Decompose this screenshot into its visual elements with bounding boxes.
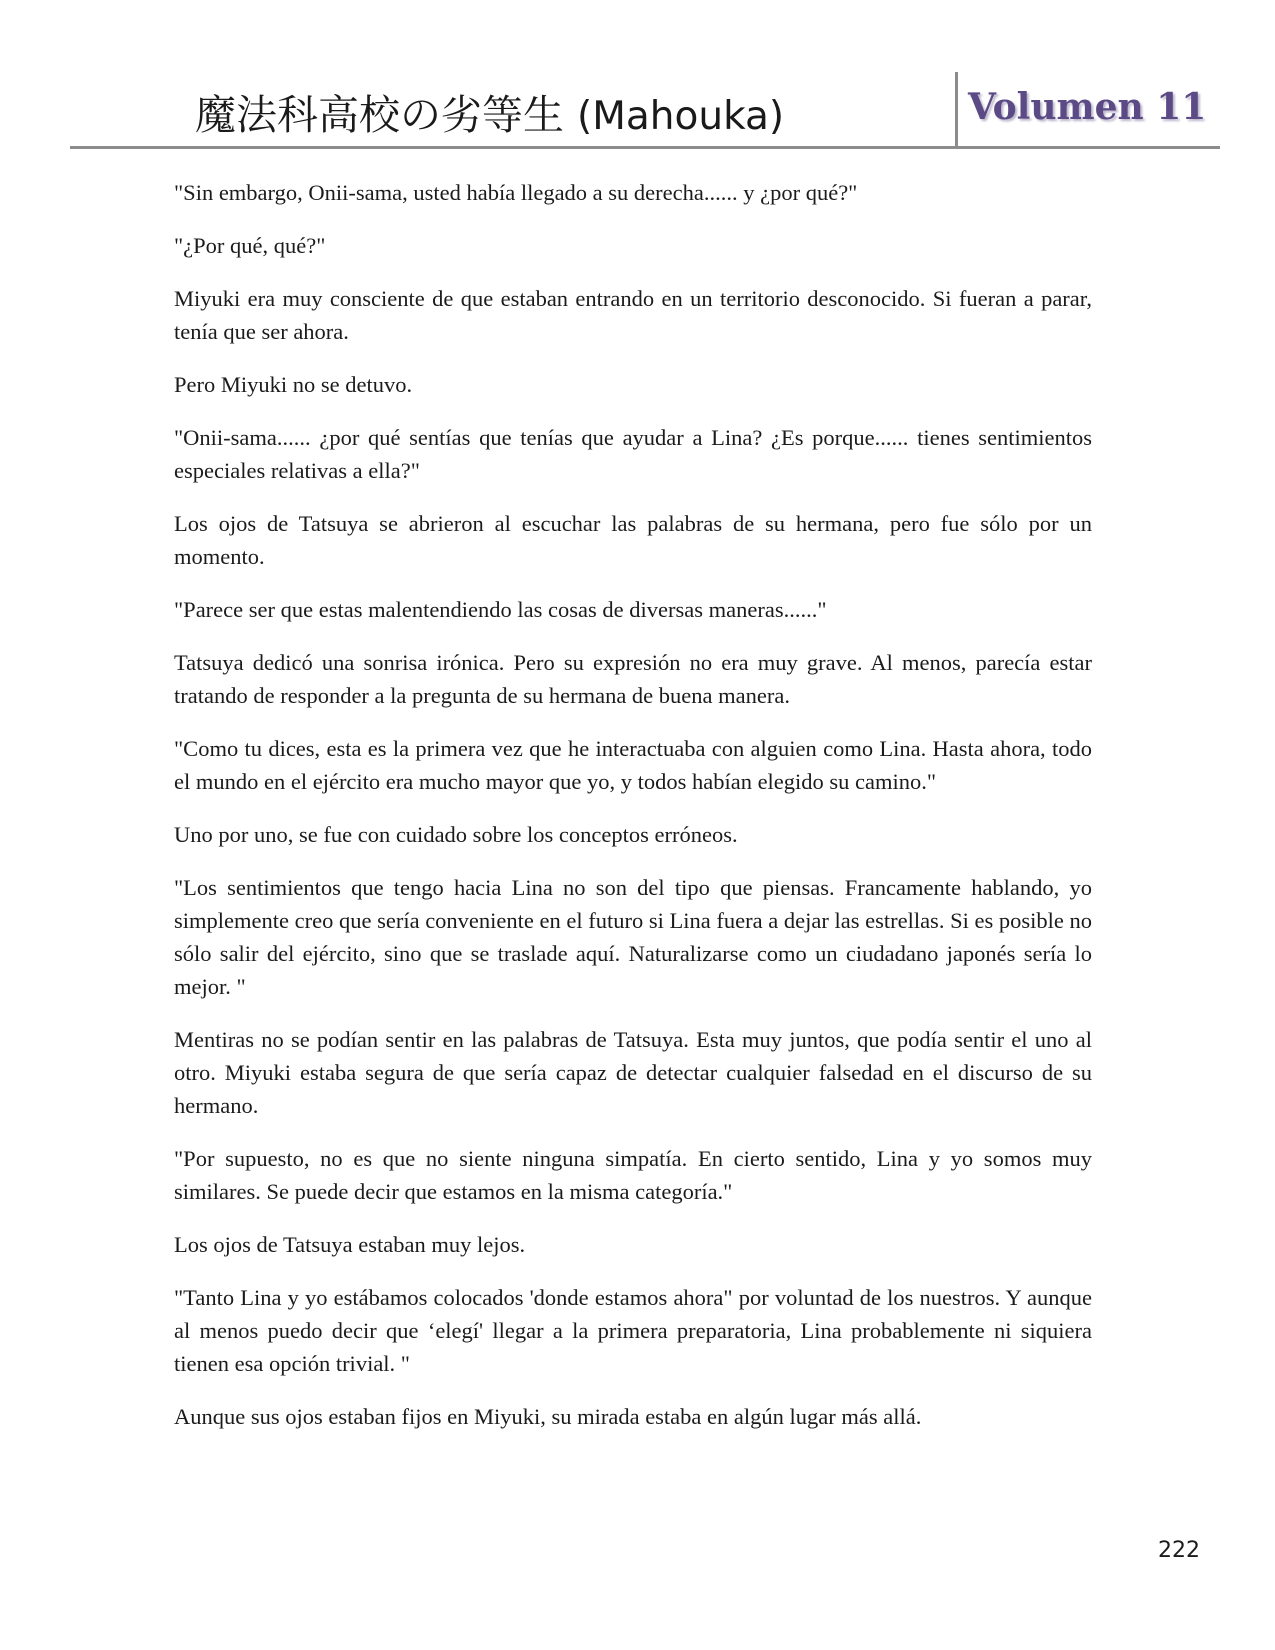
paragraph: Los ojos de Tatsuya estaban muy lejos. <box>174 1232 526 1257</box>
page-header <box>70 68 1220 148</box>
paragraph: "Los sentimientos que tengo hacia Lina no son del tipo que piensas. Francamente hablando, yo simplemente creo que sería conveniente en el futuro si Lina fuera a dejar las estrellas. Si es posible no sólo salir del ejército, sino que se traslade aquí. Naturalizarse como un ciudadano japonés sería lo mejor. " <box>174 875 1092 999</box>
book-title <box>195 82 784 141</box>
volume-label: Volumen 11 <box>968 86 1207 128</box>
paragraph: Aunque sus ojos estaban fijos en Miyuki, su mirada estaba en algún lugar más allá. <box>174 1404 922 1429</box>
header-vertical-divider <box>955 72 958 146</box>
paragraph: Pero Miyuki no se detuvo. <box>174 372 413 397</box>
page-number: 222 <box>1158 1538 1200 1563</box>
paragraph: Uno por uno, se fue con cuidado sobre los conceptos erróneos. <box>174 822 738 847</box>
paragraph: Mentiras no se podían sentir en las palabras de Tatsuya. Esta muy juntos, que podía sentir el uno al otro. Miyuki estaba segura de que sería capaz de detectar cualquier falsedad en el discurso de su hermano. <box>174 1027 1092 1118</box>
paragraph: "¿Por qué, qué?" <box>174 233 326 258</box>
paragraph: "Tanto Lina y yo estábamos colocados 'donde estamos ahora" por voluntad de los nuestros. Y aunque al menos puedo decir que ‘elegí' llegar a la primera preparatoria, Lina probablemente ni siquiera tienen esa opción trivial. " <box>174 1285 1092 1376</box>
paragraph: "Onii-sama...... ¿por qué sentías que tenías que ayudar a Lina? ¿Es porque...... tienes sentimientos especiales relativas a ella?" <box>174 425 1092 483</box>
book-title-japanese: 魔法科高校の劣等生 <box>195 91 564 139</box>
paragraph: Miyuki era muy consciente de que estaban entrando en un territorio desconocido. Si fueran a parar, tenía que ser ahora. <box>174 286 1092 344</box>
paragraph: "Por supuesto, no es que no siente ninguna simpatía. En cierto sentido, Lina y yo somos muy similares. Se puede decir que estamos en la misma categoría." <box>174 1146 1092 1204</box>
body-text <box>174 176 1092 1453</box>
paragraph: "Como tu dices, esta es la primera vez que he interactuaba con alguien como Lina. Hasta ahora, todo el mundo en el ejército era mucho mayor que yo, y todos habían elegido su camino." <box>174 736 1092 794</box>
paragraph: Los ojos de Tatsuya se abrieron al escuchar las palabras de su hermana, pero fue sólo por un momento. <box>174 511 1092 569</box>
paragraph: "Sin embargo, Onii-sama, usted había llegado a su derecha...... y ¿por qué?" <box>174 180 858 205</box>
header-rule <box>70 146 1220 149</box>
book-title-latin: (Mahouka) <box>577 94 785 139</box>
paragraph: "Parece ser que estas malentendiendo las cosas de diversas maneras......" <box>174 597 827 622</box>
paragraph: Tatsuya dedicó una sonrisa irónica. Pero su expresión no era muy grave. Al menos, parecía estar tratando de responder a la pregunta de su hermana de buena manera. <box>174 650 1092 708</box>
